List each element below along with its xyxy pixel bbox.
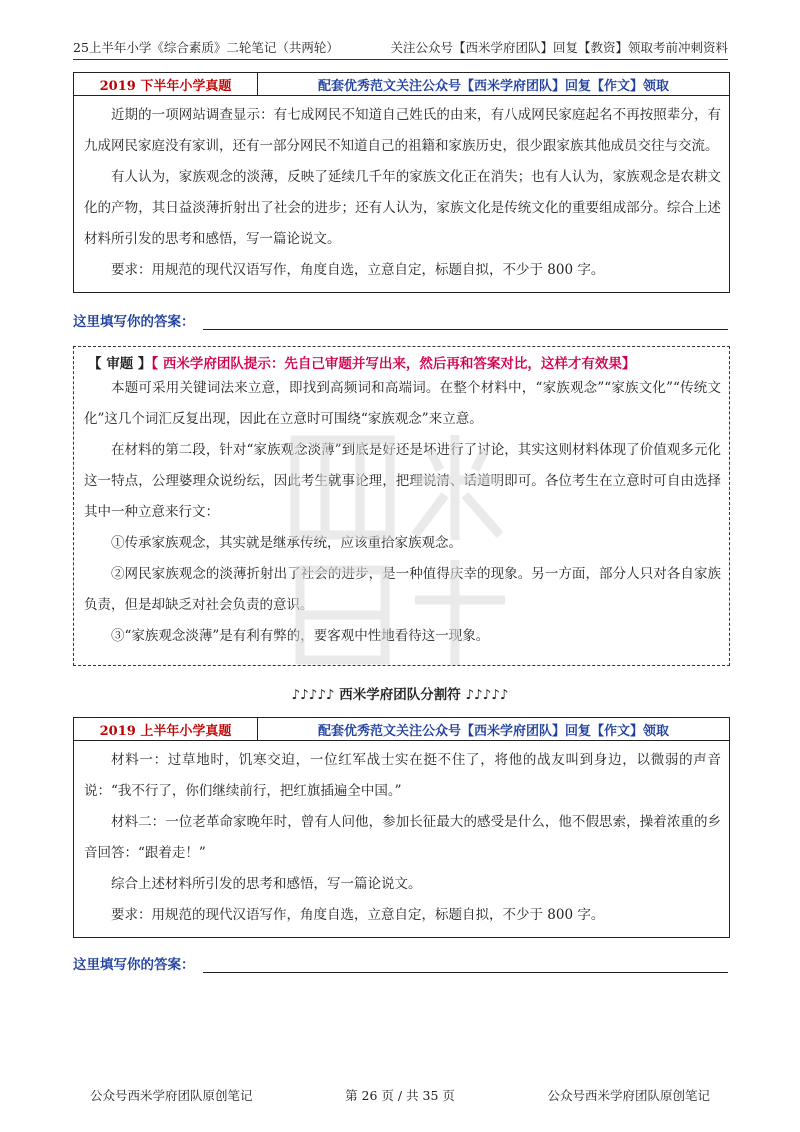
- header-left-text: 25上半年小学《综合素质》二轮笔记（共两轮）: [73, 40, 339, 55]
- question-paragraph: 材料一：过草地时，饥寒交迫，一位红军战士实在挺不住了，将他的战友叫到身边，以微弱的声音说：“我不行了，你们继续前行，把红旗插遍全中国。”: [84, 752, 721, 799]
- answer-label: 这里填写你的答案：: [73, 957, 195, 973]
- answer-line[interactable]: [203, 315, 729, 330]
- review-paragraph: 本题可采用关键词法来立意，即找到高频词和高端词。在整个材料中，“家族观念”“家族文化”“传统文化”这几个词汇反复出现，因此在立意时可围绕“家族观念”来立意。: [84, 380, 721, 427]
- question-paragraph: 要求：用规范的现代汉语写作，角度自选，立意自定，标题自拟，不少于 800 字。: [111, 907, 605, 923]
- footer-left: 公众号西米学府团队原创笔记: [90, 1088, 253, 1103]
- question-box-2: [73, 717, 730, 938]
- question-paragraph: 要求：用规范的现代汉语写作，角度自选，立意自定，标题自拟，不少于 800 字。: [111, 262, 605, 278]
- answer-line[interactable]: [203, 958, 729, 973]
- question-header-1: [74, 73, 729, 96]
- question-header-2: [74, 718, 729, 741]
- question-promo-2: 配套优秀范文关注公众号【西米学府团队】回复【作文】领取: [317, 723, 669, 739]
- review-body: [74, 373, 729, 652]
- review-hint: 【 西米学府团队提示：先自己审题并写出来，然后再和答案对比，这样才有效果】: [151, 356, 636, 372]
- review-box: [73, 346, 730, 666]
- page-header: [73, 36, 728, 60]
- answer-field-1[interactable]: [73, 310, 728, 330]
- review-paragraph: ③“家族观念淡薄”是有利有弊的，要客观中性地看待这一现象。: [111, 628, 490, 644]
- review-paragraph: ②网民家族观念的淡薄折射出了社会的进步，是一种值得庆幸的现象。另一方面，部分人只对各自家族负责，但是却缺乏对社会负责的意识。: [84, 566, 721, 613]
- review-tag: 【 审题 】: [88, 356, 152, 372]
- answer-label: 这里填写你的答案：: [73, 314, 195, 330]
- review-paragraph: 在材料的第二段，针对“家族观念淡薄”到底是好还是坏进行了讨论，其实这则材料体现了价值观多元化这一特点，公理婆理众说纷纭，因此考生就事论理，把理说清、话道明即可。各位考生在立意时可自由选择其中一种立意来行文：: [84, 442, 721, 520]
- page-number: 第 26 页 / 共 35 页: [345, 1088, 455, 1103]
- question-paragraph: 综合上述材料所引发的思考和感悟，写一篇论说文。: [111, 876, 422, 892]
- question-year-label-1: 2019 下半年小学真题: [74, 73, 258, 95]
- question-paragraph: 材料二：一位老革命家晚年时，曾有人问他，参加长征最大的感受是什么，他不假思索，操着浓重的乡音回答：“跟着走！”: [84, 814, 721, 861]
- section-divider: ♪♪♪♪♪ 西米学府团队分割符 ♪♪♪♪♪: [291, 687, 509, 703]
- question-promo-1: 配套优秀范文关注公众号【西米学府团队】回复【作文】领取: [317, 78, 669, 94]
- review-paragraph: ①传承家族观念，其实就是继承传统，应该重拾家族观念。: [111, 535, 462, 551]
- question-body-2: [74, 741, 729, 937]
- question-body-1: [74, 96, 729, 292]
- answer-field-2[interactable]: [73, 953, 728, 973]
- question-box-1: [73, 72, 730, 293]
- question-year-label-2: 2019 上半年小学真题: [74, 718, 258, 740]
- header-right-text: 关注公众号【西米学府团队】回复【教资】领取考前冲刺资料: [390, 40, 728, 55]
- footer-right: 公众号西米学府团队原创笔记: [547, 1088, 710, 1103]
- question-paragraph: 有人认为，家族观念的淡薄，反映了延续几千年的家族文化正在消失；也有人认为，家族观念是农耕文化的产物，其日益淡薄折射出了社会的进步；还有人认为，家族文化是传统文化的重要组成部分。综合上述材料所引发的思考和感悟，写一篇论说文。: [84, 169, 721, 247]
- review-title: [74, 347, 729, 373]
- question-paragraph: 近期的一项网站调查显示：有七成网民不知道自己姓氏的由来，有八成网民家庭起名不再按照辈分，有九成网民家庭没有家训，还有一部分网民不知道自己的祖籍和家族历史，很少跟家族其他成员交往与交流。: [84, 107, 721, 154]
